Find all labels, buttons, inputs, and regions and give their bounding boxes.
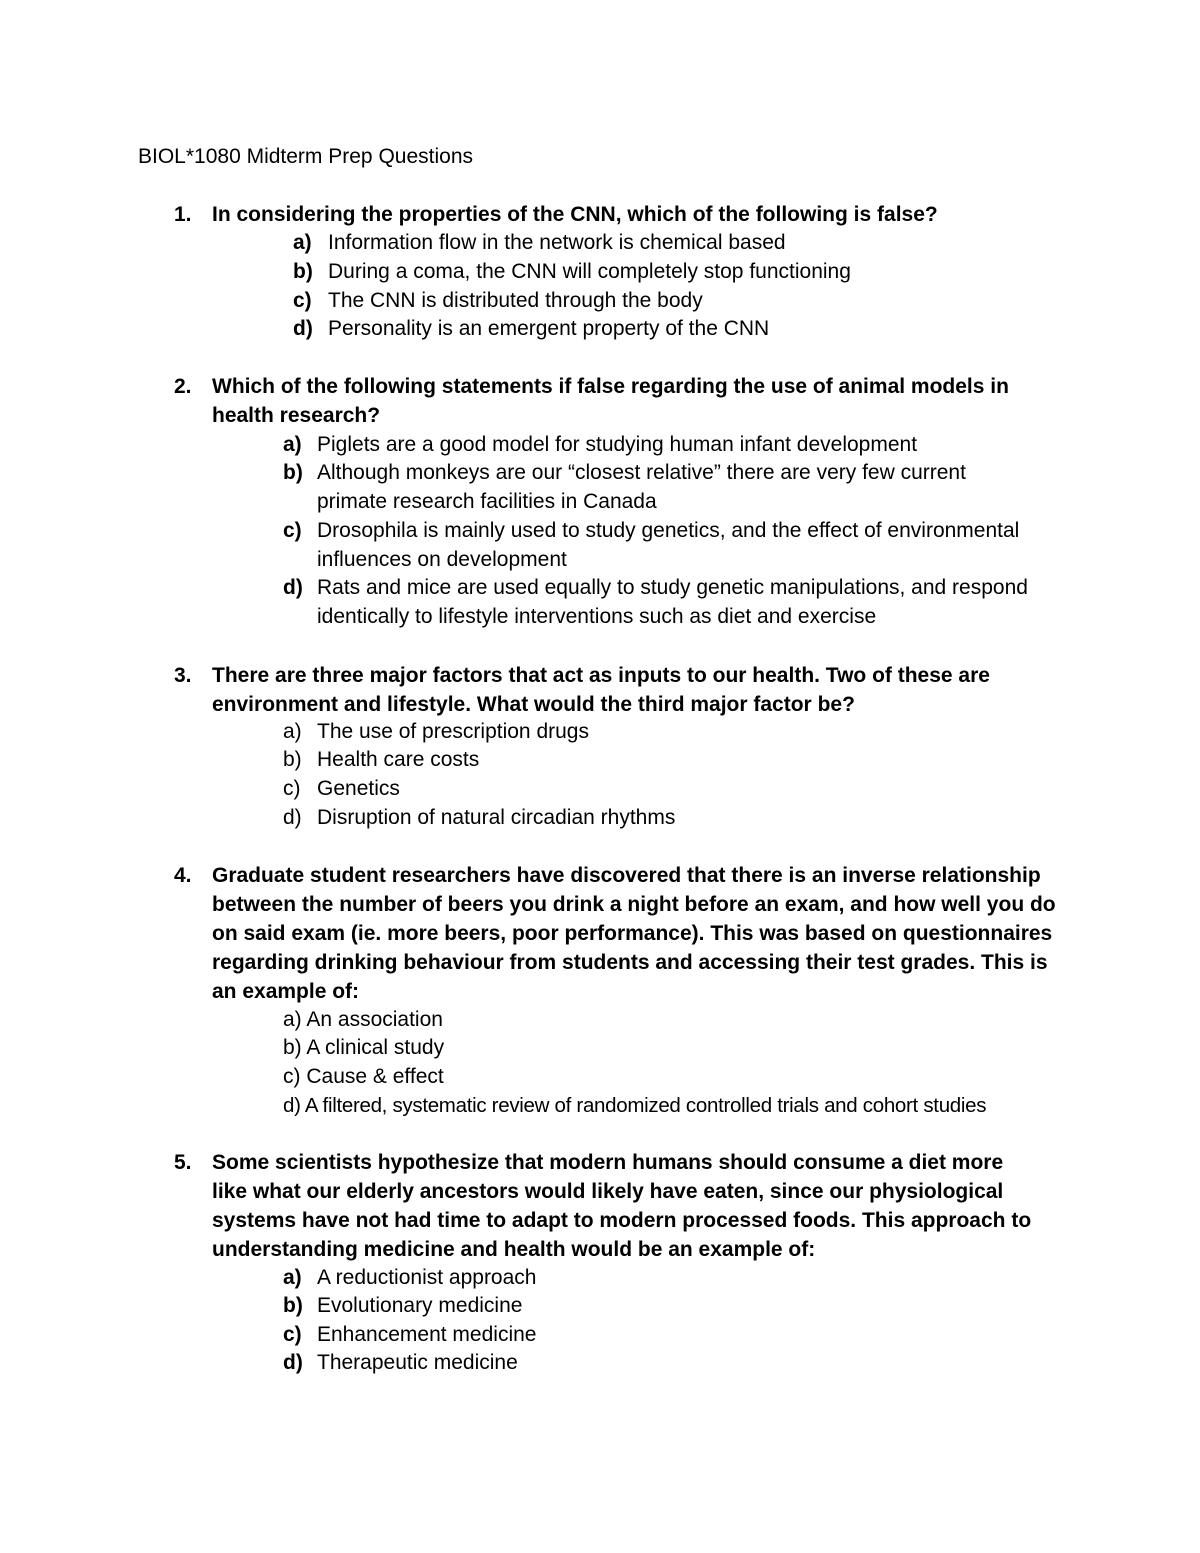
option-letter: c): [293, 289, 312, 312]
question-number: 4.: [174, 864, 192, 887]
question-number: 3.: [174, 664, 192, 687]
option-letter: d): [283, 806, 302, 829]
option-b: [283, 1033, 444, 1062]
option-text: Rats and mice are used equally to study genetic manipulations, and respond identically to lifestyle interventions such as diet and exercise: [317, 576, 1028, 628]
option-letter: d): [283, 1094, 301, 1117]
option-text: Personality is an emergent property of the CNN: [328, 317, 770, 340]
option-letter: a): [293, 231, 312, 254]
question-number: 2.: [174, 375, 192, 398]
option-text: During a coma, the CNN will completely stop functioning: [328, 260, 851, 283]
option-text: A reductionist approach: [317, 1266, 537, 1289]
option-text: Health care costs: [317, 748, 480, 771]
question-text: Graduate student researchers have discovered that there is an inverse relationship between the number of beers you drink a night before an exam, and how well you do on said exam (ie. more beers, poor performance). This was based on questionnaires regarding drinking behaviour from students and accessing their test grades. This is an example of:: [212, 864, 1056, 1003]
option-letter: d): [283, 576, 303, 599]
option-letter: b): [283, 748, 302, 771]
option-text: Enhancement medicine: [317, 1323, 537, 1346]
question-number: 1.: [174, 203, 192, 226]
option-letter: a): [283, 1266, 302, 1289]
option-text: A clinical study: [306, 1036, 445, 1059]
option-text: Therapeutic medicine: [317, 1351, 518, 1374]
question-number: 5.: [174, 1151, 192, 1174]
option-text: Although monkeys are our “closest relative” there are very few current primate research facilities in Canada: [317, 461, 966, 513]
option-text: Disruption of natural circadian rhythms: [317, 806, 676, 829]
option-letter: b): [283, 1294, 303, 1317]
document-title: BIOL*1080 Midterm Prep Questions: [138, 145, 473, 168]
option-a: [283, 1005, 443, 1034]
option-letter: c): [283, 1323, 302, 1346]
question-text: In considering the properties of the CNN, which of the following is false?: [212, 203, 938, 226]
option-letter: c): [283, 1065, 301, 1088]
option-letter: a): [283, 1008, 302, 1031]
option-text: An association: [306, 1008, 443, 1031]
option-letter: a): [283, 720, 302, 743]
option-letter: b): [283, 1036, 302, 1059]
option-c: [283, 1062, 444, 1091]
option-text: Genetics: [317, 777, 400, 800]
option-letter: c): [283, 777, 301, 800]
option-d: [283, 1091, 986, 1120]
question-text: Which of the following statements if false regarding the use of animal models in health research?: [212, 375, 1009, 427]
option-text: Piglets are a good model for studying human infant development: [317, 433, 918, 456]
question-text: There are three major factors that act as inputs to our health. Two of these are environment and lifestyle. What would the third major factor be?: [212, 664, 990, 716]
option-text: Information flow in the network is chemical based: [328, 231, 786, 254]
option-letter: a): [283, 433, 302, 456]
option-letter: b): [293, 260, 313, 283]
option-text: Evolutionary medicine: [317, 1294, 523, 1317]
option-text: A filtered, systematic review of randomized controlled trials and cohort studies: [304, 1094, 987, 1117]
option-text: The use of prescription drugs: [317, 720, 589, 743]
option-letter: b): [283, 461, 303, 484]
option-letter: d): [283, 1351, 303, 1374]
option-letter: c): [283, 519, 302, 542]
option-text: Cause & effect: [306, 1065, 444, 1088]
option-text: The CNN is distributed through the body: [328, 289, 703, 312]
option-letter: d): [293, 317, 313, 340]
option-text: Drosophila is mainly used to study genetics, and the effect of environmental influences on development: [317, 519, 1020, 571]
question-text: Some scientists hypothesize that modern humans should consume a diet more like what our elderly ancestors would likely have eaten, since our physiological systems have not had time to adapt to modern processed foods. This approach to understanding medicine and health would be an example of:: [212, 1151, 1032, 1261]
